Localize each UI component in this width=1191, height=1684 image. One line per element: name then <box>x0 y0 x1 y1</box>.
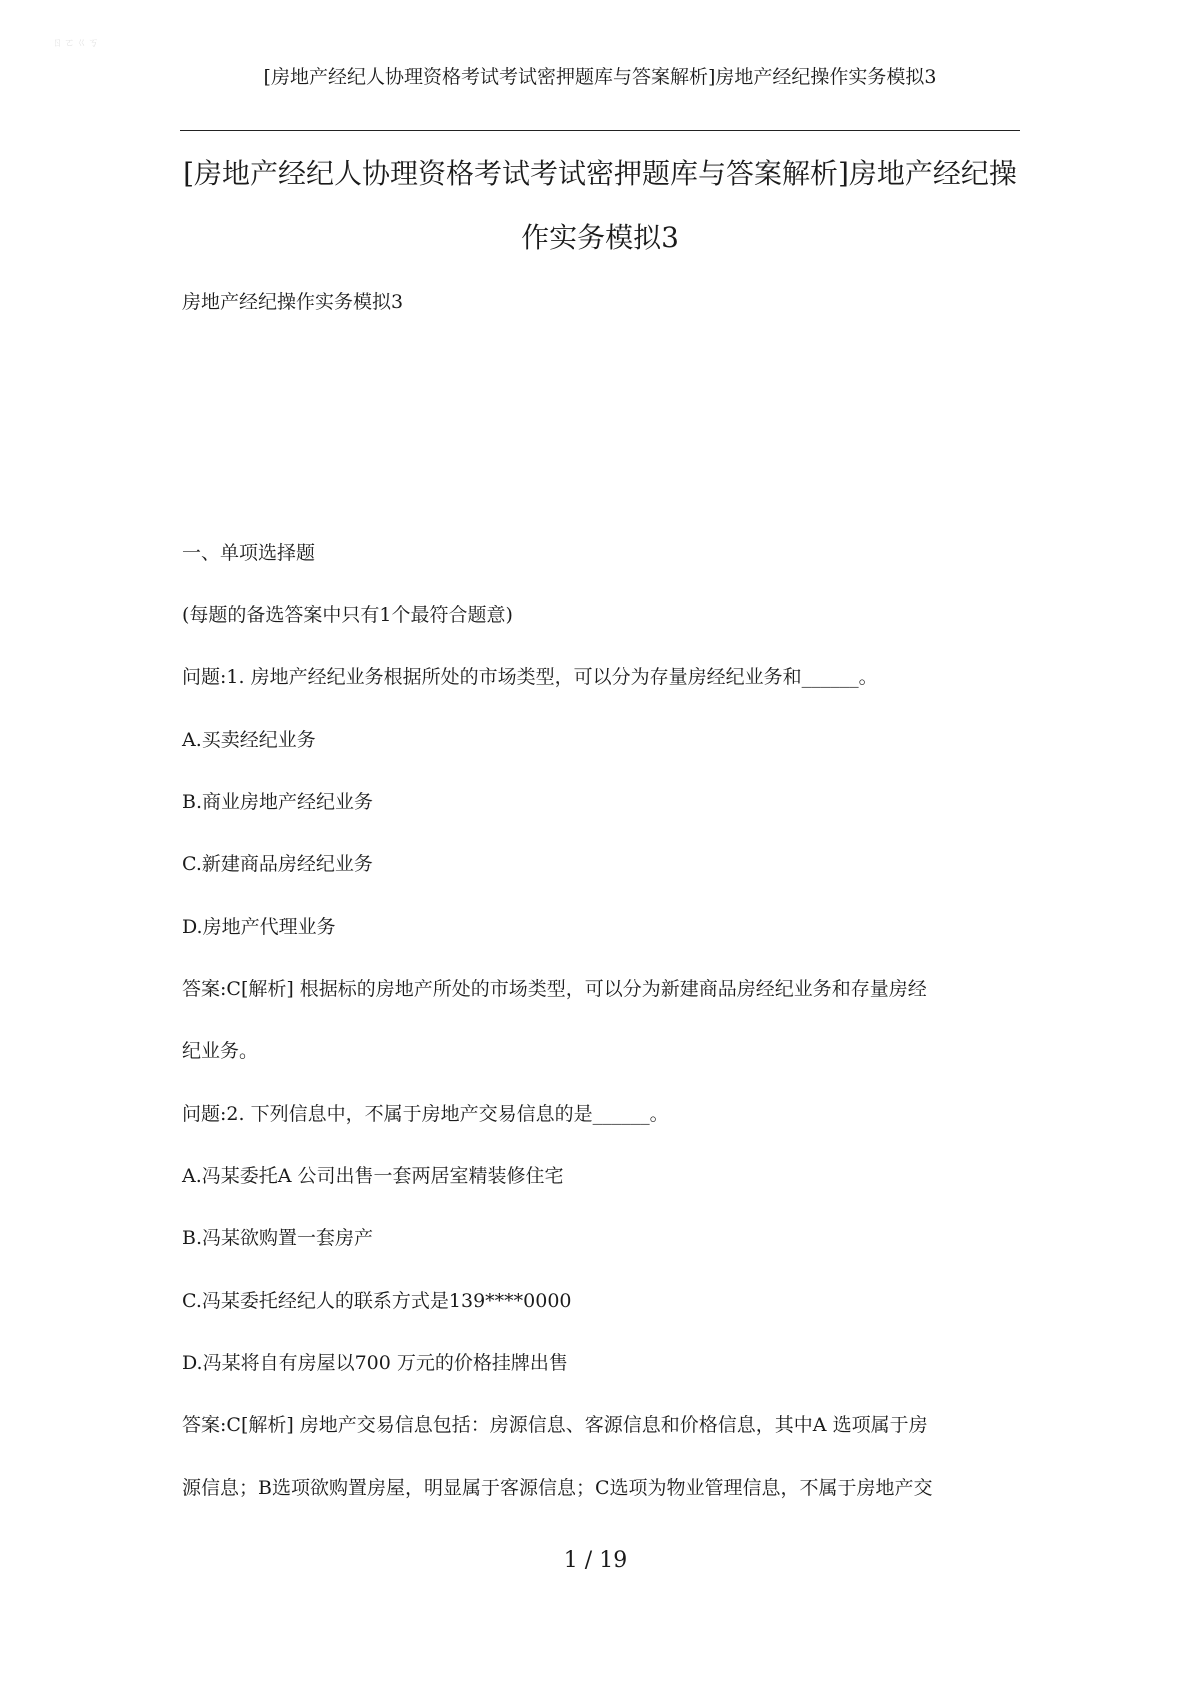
section-note: (每题的备选答案中只有1个最符合题意) <box>182 604 513 626</box>
header-rule <box>180 130 1020 131</box>
running-header: [房地产经纪人协理资格考试考试密押题库与答案解析]房地产经纪操作实务模拟3 <box>263 66 937 88</box>
question-1-answer-cont: 纪业务。 <box>182 1040 259 1062</box>
section-heading: 一、单项选择题 <box>182 542 316 564</box>
question-2-option-d: D.冯某将自有房屋以700 万元的价格挂牌出售 <box>182 1352 568 1374</box>
document-title: [房地产经纪人协理资格考试考试密押题库与答案解析]房地产经纪操作实务模拟3 <box>183 157 1017 254</box>
subtitle: 房地产经纪操作实务模拟3 <box>182 291 404 313</box>
question-1-option-a: A.买卖经纪业务 <box>182 729 316 751</box>
watermark: ㄖㄛㄍㄎ <box>52 36 100 49</box>
question-2-option-a: A.冯某委托A 公司出售一套两居室精装修住宅 <box>182 1165 564 1187</box>
question-1-option-b: B.商业房地产经纪业务 <box>182 791 374 813</box>
question-2-answer-cont: 源信息；B选项欲购置房屋，明显属于客源信息；C选项为物业管理信息，不属于房地产交 <box>182 1477 933 1499</box>
question-2-option-c: C.冯某委托经纪人的联系方式是139****0000 <box>182 1290 572 1312</box>
page-number: 1 / 19 <box>563 1548 628 1573</box>
question-2: 问题:2. 下列信息中，不属于房地产交易信息的是______。 <box>182 1103 669 1125</box>
question-1: 问题:1. 房地产经纪业务根据所处的市场类型，可以分为存量房经纪业务和______。 <box>182 666 878 688</box>
question-1-option-c: C.新建商品房经纪业务 <box>182 853 373 875</box>
question-1-option-d: D.房地产代理业务 <box>182 916 336 938</box>
question-2-answer: 答案:C[解析] 房地产交易信息包括：房源信息、客源信息和价格信息，其中A 选项属于房 <box>182 1414 928 1436</box>
question-1-answer: 答案:C[解析] 根据标的房地产所处的市场类型，可以分为新建商品房经纪业务和存量房经 <box>182 978 927 1000</box>
question-2-option-b: B.冯某欲购置一套房产 <box>182 1227 374 1249</box>
